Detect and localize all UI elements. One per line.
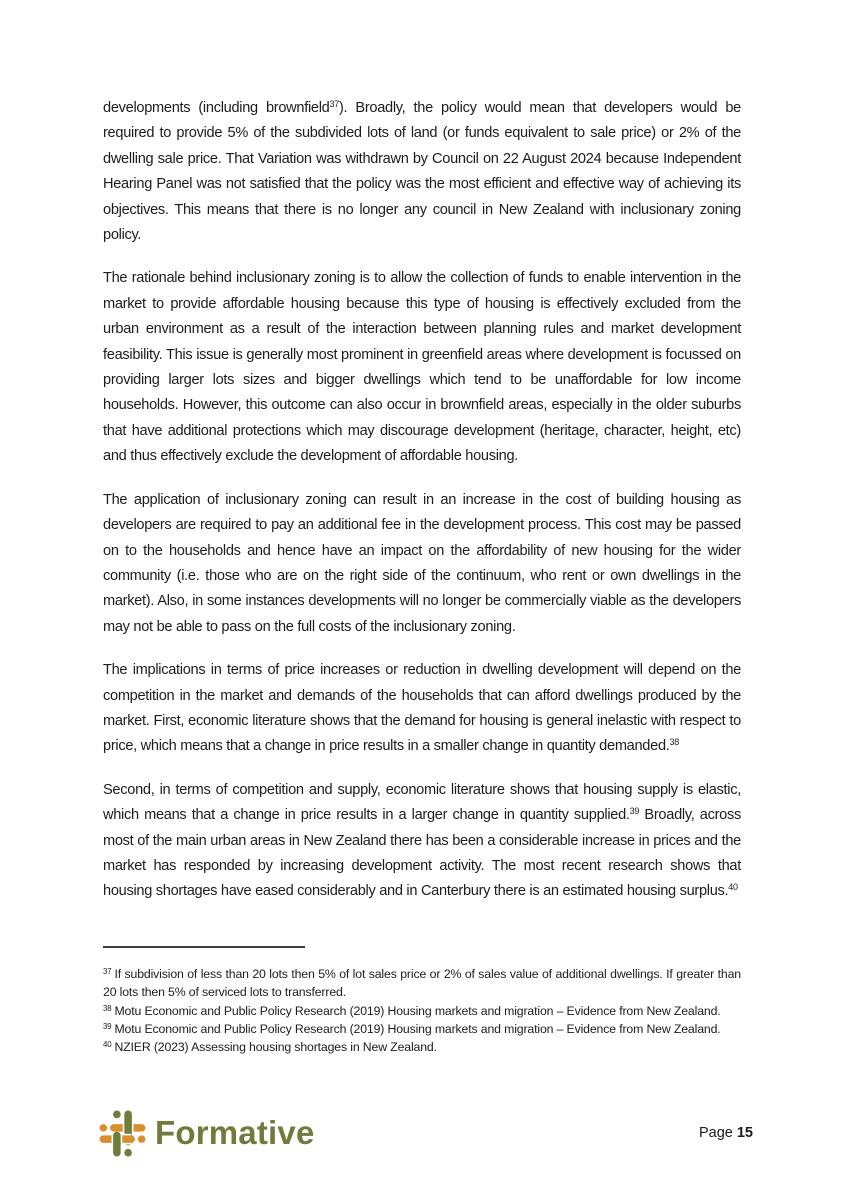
formative-logo-icon — [97, 1108, 148, 1159]
footnote-separator — [103, 946, 305, 948]
page-label: Page — [698, 1125, 733, 1141]
footnote-ref-39: 39 — [629, 806, 640, 817]
paragraph-text: The implications in terms of price increases or reduction in dwelling development will depend on the competition in the market and demands of the households that can afford dwellings produced by the market. First, economic literature shows that the demand for housing is general inelastic with respect to price, which means that a change in price results in a smaller change in quantity demanded. — [103, 662, 741, 755]
paragraph-text: Broadly, across most of the main urban areas in New Zealand there has been a considerable increase in prices and the market has responded by increasing development activity. The most recent research shows that housing shortages have eased considerably and in Canterbury there is an estimated housing surplus. — [103, 807, 741, 900]
footnote-text: If subdivision of less than 20 lots then 5% of lot sales price or 2% of sales value of additional dwellings. If greater than 20 lots then 5% of serviced lots to transferred. — [103, 967, 741, 1000]
paragraph-text: ). Broadly, the policy would mean that developers would be required to provide 5% of the subdivided lots of land (or funds equivalent to sale price) or 2% of the dwelling sale price. That Variation was withdrawn by Council on 22 August 2024 because Independent Hearing Panel was not satisfied that the policy was the most efficient and effective way of achieving its objectives. This means that there is no longer any council in New Zealand with inclusionary zoning policy. — [103, 100, 741, 244]
footnote-37 — [103, 965, 741, 1002]
formative-logo — [97, 1108, 315, 1159]
footnote-number: 37 — [103, 967, 112, 977]
paragraph-text: developments (including brownfield — [103, 100, 330, 116]
footnote-number: 39 — [103, 1021, 112, 1031]
page-footer — [97, 1104, 753, 1162]
paragraph-2 — [103, 266, 741, 469]
footnotes-section — [103, 946, 741, 1056]
paragraph-4 — [103, 658, 741, 760]
footnote-39 — [103, 1020, 741, 1038]
paragraph-text: The application of inclusionary zoning can result in an increase in the cost of building housing as developers are required to pay an additional fee in the development process. This cost may be passed on to the households and hence have an impact on the affordability of new housing for the wider community (i.e. those who are on the right side of the continuum, who rent or own dwellings in the market). Also, in some instances developments will no longer be commercially viable as the developers may not be able to pass on the full costs of the inclusionary zoning. — [103, 491, 741, 635]
footnote-text: Motu Economic and Public Policy Research (2019) Housing markets and migration – Evidence from New Zealand. — [114, 1021, 721, 1036]
paragraph-3 — [103, 488, 741, 640]
footnote-number: 38 — [103, 1003, 112, 1013]
footnote-text: Motu Economic and Public Policy Research (2019) Housing markets and migration – Evidence from New Zealand. — [114, 1003, 721, 1018]
footnote-text: NZIER (2023) Assessing housing shortages in New Zealand. — [114, 1040, 437, 1055]
paragraph-1 — [103, 96, 741, 248]
page-number-value: 15 — [736, 1125, 753, 1141]
footnote-40 — [103, 1038, 741, 1056]
formative-logo-text: Formative — [155, 1114, 315, 1151]
footnote-ref-38: 38 — [669, 737, 679, 748]
body-text-section — [103, 96, 741, 923]
footnote-ref-37: 37 — [329, 99, 339, 110]
paragraph-text: Second, in terms of competition and supply, economic literature shows that housing supply is elastic, which means that a change in price results in a larger change in quantity supplied. — [103, 781, 741, 824]
paragraph-text: The rationale behind inclusionary zoning is to allow the collection of funds to enable intervention in the market to provide affordable housing because this type of housing is effectively excluded from the urban environment as a result of the interaction between planning rules and market development feasibility. This issue is generally most prominent in greenfield areas where development is focussed on providing larger lots sizes and bigger dwellings which tend to be unaffordable for low income households. However, this outcome can also occur in brownfield areas, especially in the older suburbs that have additional protections which may discourage development (heritage, character, height, etc) and thus effectively exclude the development of affordable housing. — [103, 270, 741, 465]
paragraph-5 — [103, 778, 741, 905]
page-number — [699, 1125, 753, 1141]
footnote-ref-40: 40 — [728, 882, 738, 893]
footnote-38 — [103, 1002, 741, 1020]
footnote-number: 40 — [103, 1040, 112, 1050]
